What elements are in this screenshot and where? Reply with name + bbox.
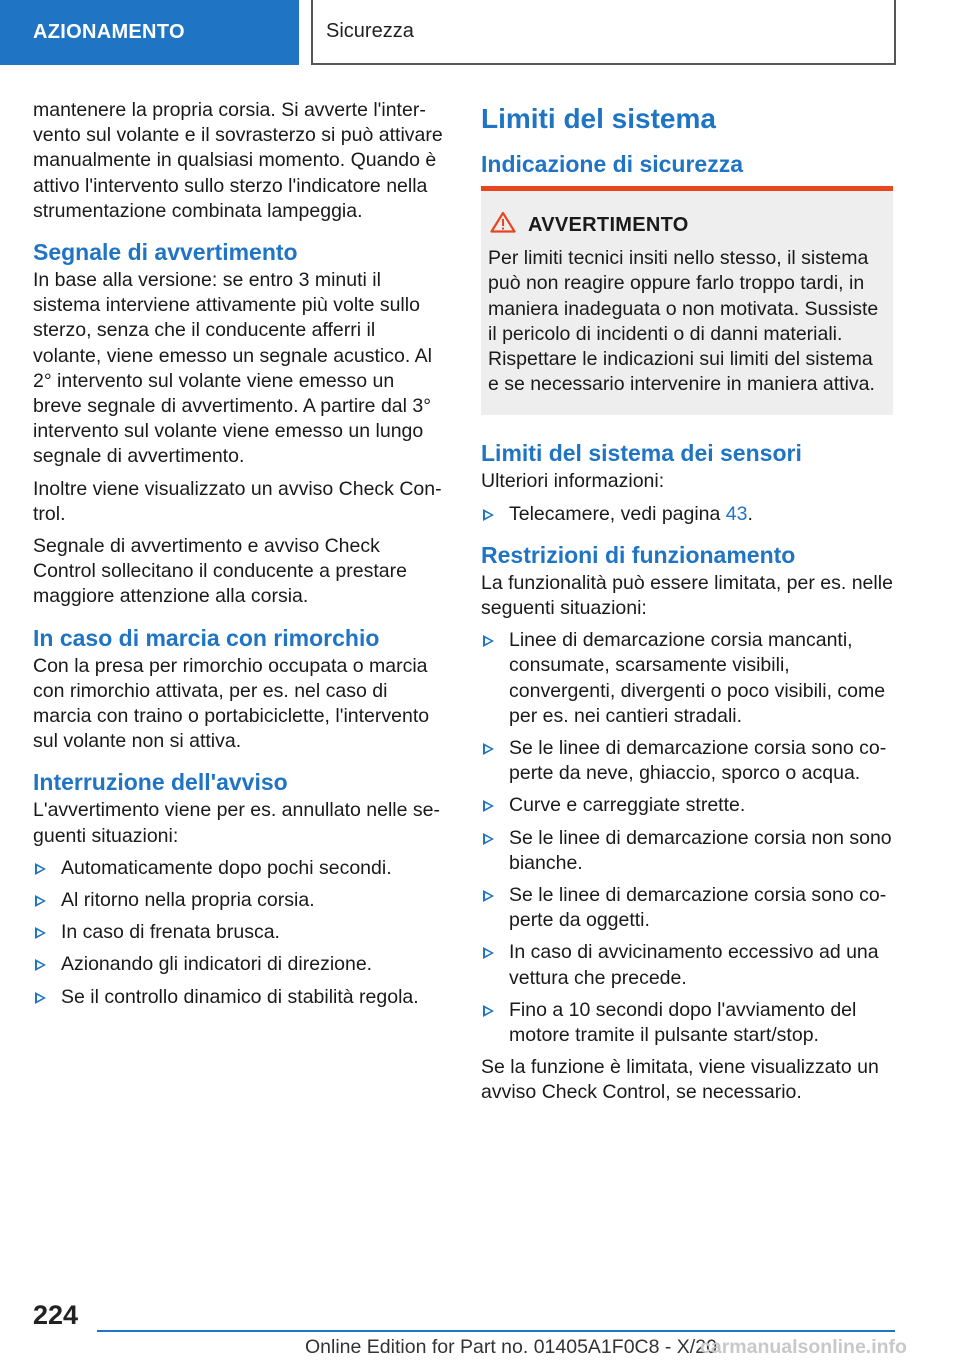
bullet-triangle-icon [483, 743, 494, 755]
heading-warning-signal: Segnale di avvertimento [33, 239, 298, 266]
right-column [481, 98, 893, 1113]
interruption-list [33, 856, 443, 1010]
bullet-triangle-icon [483, 635, 494, 647]
list-item: Al ritorno nella propria corsia. [33, 888, 443, 913]
paragraph: L'avvertimento viene per es. annullato nelle seguenti situazioni: [33, 799, 440, 847]
paragraph: In base alla versione: se entro 3 minuti il sistema interviene attivamente più volte sullo sterzo, senza che il conducente afferri il volante, viene emesso un segnale acustico. Al 2° intervento sul volante viene emesso un breve segnale di avvertimento. A partire dal 3° intervento sul volante viene emesso un lungo segnale di avvertimento. [33, 269, 432, 468]
paragraph: Con la presa per rimorchio occupata o marcia con rimorchio attivata, per es. nel caso di marcia con traino o portabiciclette, l'intervento sul volante non si attiva. [33, 654, 430, 753]
list-item: Curve e carreggiate strette. [481, 793, 893, 818]
bullet-triangle-icon [483, 833, 494, 845]
chapter-title: Sicurezza [311, 0, 896, 65]
section-tab: AZIONAMENTO [0, 0, 299, 65]
list-item: Automaticamente dopo pochi secondi. [33, 856, 443, 881]
bullet-triangle-icon [35, 959, 46, 971]
bullet-triangle-icon [483, 947, 494, 959]
heading-restrictions: Restrizioni di funzionamento [481, 541, 796, 568]
bullet-triangle-icon [483, 890, 494, 902]
footer-divider [97, 1330, 895, 1332]
list-item: Fino a 10 secondi dopo l'avviamento del motore tramite il pulsante start/stop. [481, 998, 893, 1048]
heading-interruption: Interruzione dell'avviso [33, 769, 288, 796]
page-number: 224 [33, 1300, 79, 1330]
bullet-triangle-icon [483, 800, 494, 812]
paragraph: Ulteriori informazioni: [481, 470, 665, 493]
paragraph: La funzionalità può essere limitata, per es. nelle seguenti situazioni: [481, 571, 893, 620]
list-item: Azionando gli indicatori di direzione. [33, 952, 443, 977]
bullet-triangle-icon [35, 992, 46, 1004]
sensor-list [481, 502, 893, 527]
footer-edition: Online Edition for Part no. 01405A1F0C8 - X/20 [305, 1336, 717, 1358]
list-item: In caso di avvicinamento eccessivo ad una vettura che precede. [481, 940, 893, 990]
left-column [33, 98, 443, 1017]
bullet-triangle-icon [35, 927, 46, 939]
paragraph: mantenere la propria corsia. Si avverte l'intervento sul volante e il sovrasterzo si può attivare manualmente in qualsiasi momento. Quando è attivo l'intervento sullo sterzo l'indicatore nella strumentazione combinata lampeggia. [33, 99, 443, 222]
bullet-triangle-icon [35, 895, 46, 907]
page-link[interactable]: 43 [725, 502, 748, 525]
restrictions-list [481, 628, 893, 1048]
paragraph: Inoltre viene visualizzato un avviso Check Control. [33, 477, 442, 525]
warning-box [481, 186, 893, 415]
bullet-triangle-icon [35, 863, 46, 875]
paragraph: Se la funzione è limitata, viene visualizzato un avviso Check Control, se necessario. [481, 1056, 879, 1104]
heading-trailer: In caso di marcia con rimorchio [33, 624, 380, 651]
list-item: In caso di frenata brusca. [33, 920, 443, 945]
list-item: Se le linee di demarcazione corsia sono coperte da neve, ghiaccio, sporco o acqua. [481, 736, 893, 786]
list-item: Se il controllo dinamico di stabilità regola. [33, 985, 443, 1010]
list-item: Telecamere, vedi pagina 43. [481, 502, 893, 527]
list-item: Se le linee di demarcazione corsia non sono bianche. [481, 826, 893, 876]
paragraph: Segnale di avvertimento e avviso Check Control sollecitano il conducente a prestare maggiore attenzione alla corsia. [33, 535, 407, 608]
warning-triangle-icon [490, 211, 516, 240]
bullet-triangle-icon [483, 1005, 494, 1017]
heading-sensor-limits: Limiti del sistema dei sensori [481, 440, 802, 467]
warning-text: Per limiti tecnici insiti nello stesso, il sistema può non reagire oppure farlo troppo tardi, in maniera inadeguata o non motivata. Sussiste il pericolo di incidenti o di danni materiali. Rispettare le indicazioni sui limiti del sistema e se necessario intervenire in maniera attiva. [488, 247, 879, 396]
warning-title: AVVERTIMENTO [528, 214, 689, 236]
heading-safety-note: Indicazione di sicurezza [481, 151, 744, 177]
bullet-triangle-icon [483, 509, 494, 521]
list-item: Linee di demarcazione corsia mancanti, consumate, scarsamente visibili, convergenti, divergenti o poco visibili, come per es. nei cantieri stradali. [481, 628, 893, 729]
heading-system-limits: Limiti del sistema [481, 103, 716, 134]
watermark: carmanualsonline.info [700, 1336, 907, 1358]
list-item: Se le linee di demarcazione corsia sono coperte da oggetti. [481, 883, 893, 933]
